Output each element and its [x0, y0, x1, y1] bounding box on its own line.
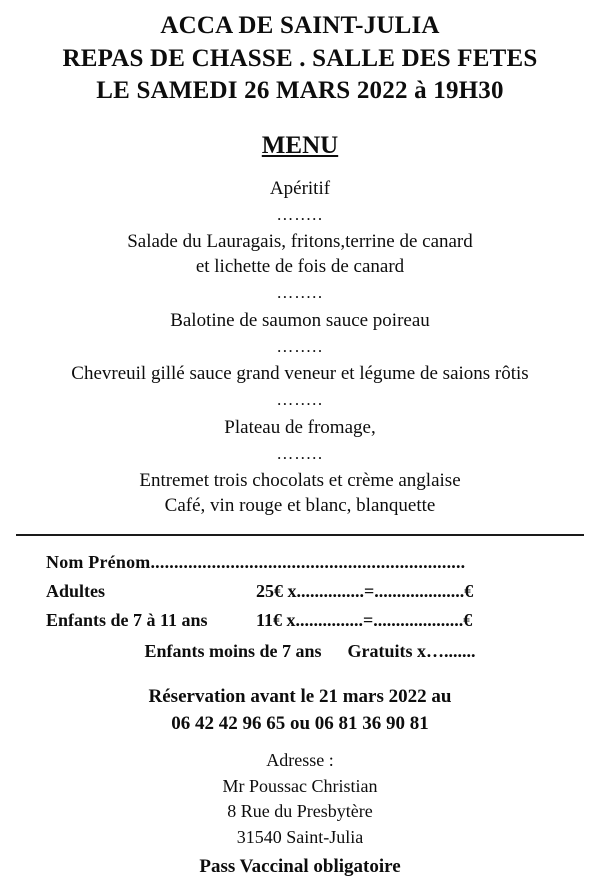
address-block: [16, 748, 584, 850]
reservation-block: [16, 684, 584, 878]
menu-item-text: Entremet trois chocolats et crème anglaise: [139, 470, 461, 492]
menu-item: [16, 361, 584, 386]
free-children-row: [16, 641, 584, 662]
menu-item-subtext: et lichette de fois de canard: [195, 256, 405, 278]
children-currency: €: [463, 610, 473, 631]
adults-qty-dots[interactable]: ...............: [296, 581, 364, 602]
adults-label: Adultes: [46, 581, 106, 602]
adults-currency: €: [464, 581, 474, 602]
children-equals: =: [363, 610, 374, 631]
vaccine-pass-notice: Pass Vaccinal obligatoire: [199, 856, 401, 878]
header-line-2: REPAS DE CHASSE . SALLE DES FETES: [62, 44, 538, 72]
children-label: Enfants de 7 à 11 ans: [46, 610, 208, 631]
free-children-value: Gratuits x: [347, 641, 427, 662]
reservation-phones: 06 42 42 96 65 ou 06 81 36 90 81: [171, 713, 429, 735]
adults-equals: =: [364, 581, 375, 602]
header-line-1: ACCA DE SAINT-JULIA: [160, 12, 440, 39]
menu-item: [16, 229, 584, 279]
menu-list: [16, 176, 584, 519]
reservation-deadline: Réservation avant le 21 mars 2022 au: [148, 686, 452, 708]
menu-separator: ….....: [276, 204, 324, 224]
address-line-2: 8 Rue du Presbytère: [227, 801, 373, 822]
children-total-dots[interactable]: ....................: [373, 610, 464, 631]
menu-item: [16, 415, 584, 440]
menu-separator: ….....: [276, 390, 324, 410]
address-line-3: 31540 Saint-Julia: [236, 826, 364, 847]
name-field-row: [16, 552, 584, 573]
order-form: [16, 552, 584, 662]
adults-price: 25€ x: [256, 581, 297, 602]
children-qty-dots[interactable]: ...............: [295, 610, 364, 631]
free-children-label: Enfants moins de 7 ans: [144, 641, 322, 662]
menu-item-subtext: Café, vin rouge et blanc, blanquette: [164, 495, 436, 517]
menu-separator: ….....: [276, 443, 324, 463]
children-row: [16, 610, 584, 631]
menu-item: [16, 468, 584, 518]
header-block: [16, 10, 584, 108]
menu-item-text: Chevreuil gillé sauce grand veneur et légume de saions rôtis: [71, 363, 529, 385]
menu-separator: ….....: [276, 336, 324, 356]
address-line-1: Mr Poussac Christian: [222, 775, 378, 796]
name-label: Nom Prénom: [46, 552, 151, 573]
menu-item-text: Apéritif: [269, 177, 331, 199]
children-price: 11€ x: [256, 610, 296, 631]
menu-separator: ….....: [276, 283, 324, 303]
menu-item-text: Plateau de fromage,: [224, 416, 376, 438]
header-line-3: LE SAMEDI 26 MARS 2022 à 19H30: [96, 77, 504, 104]
menu-title: MENU: [261, 131, 339, 159]
name-input-dots[interactable]: ...................................................................: [150, 552, 466, 573]
adults-total-dots[interactable]: ....................: [374, 581, 465, 602]
menu-item: [16, 176, 584, 201]
menu-item-text: Balotine de saumon sauce poireau: [170, 309, 430, 331]
address-label: Adresse :: [266, 750, 334, 771]
adults-row: [16, 581, 584, 602]
free-children-dots[interactable]: ….......: [426, 641, 476, 662]
menu-item-text: Salade du Lauragais, fritons,terrine de canard: [127, 231, 473, 253]
section-divider: [16, 534, 584, 536]
menu-item: [16, 308, 584, 333]
